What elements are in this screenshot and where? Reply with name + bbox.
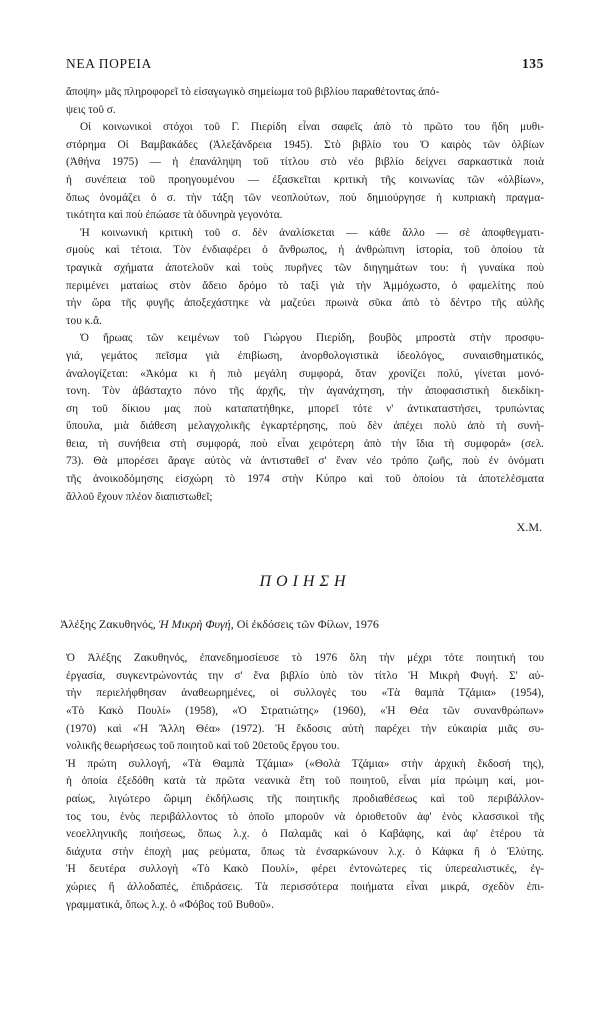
journal-title: ΝΕΑ ΠΟΡΕΙΑ xyxy=(66,56,152,71)
book-title: Ἡ Μικρὴ Φυγή xyxy=(158,617,231,632)
text-line: θεια, τὴ συνήθεια στὴ συμφορά, ποὺ εἶναι χειρότερη ἀπὸ τὴν ἴδια τὴ συμφορά» (σελ. xyxy=(66,437,544,450)
text-line: γραμματικά, ὅπως λ.χ. ὁ «Φόβος τοῦ Βυθοῦ». xyxy=(66,898,274,911)
text-line: ση τοῦ δίκιου μας ποὺ καταπατήθηκε, μπορεῖ τότε ν' ἀντικαταστήσει, τρυπώντας xyxy=(66,402,544,415)
text-line: ψεις τοῦ σ. xyxy=(66,103,116,116)
text-line: νολικῆς θεωρήσεως τοῦ ποιητοῦ καὶ τοῦ 20ετοῦς ἔργου του. xyxy=(66,740,340,753)
text-line: ὅπως ὀνομάζει ὁ σ. τὴν τάξη τῶν νεοπλούτων, ποὺ δημιούργησε ἡ κυπριακὴ πραγμα- xyxy=(66,191,544,204)
text-line: Ἡ δευτέρα συλλογὴ «Τὸ Κακὸ Πουλί», φέρει ἐντονώτερες τὶς ὑπερεαλιστικές, ἐγ- xyxy=(66,863,544,876)
reviewer-signature: Χ.Μ. xyxy=(516,520,542,535)
text-line: τῆς ἀνοικοδόμησης εἰσχώρη τὸ 1974 στὴν Κύπρο καὶ τοῦ ὁποίου τὰ ἀποτελέσματα xyxy=(66,473,544,486)
text-line: τος του, ἑνὸς περιβάλλοντος τὸ ὁποῖο μποροῦν νὰ ὁριοθετοῦν ἀφ' ἑνὸς κλασσικοὶ τῆς xyxy=(66,810,544,823)
text-line: του κ.ἄ. xyxy=(66,314,102,327)
text-line: «Τὸ Κακὸ Πουλί» (1958), «Ὁ Στρατιώτης» (1960), «Ἡ Θέα τῶν συνανθρώπων» xyxy=(66,705,544,718)
document-page xyxy=(60,56,544,914)
text-line: ἄποψη» μᾶς πληροφορεῖ τὸ εἰσαγωγικὸ σημείωμα τοῦ βιβλίου παραθέτοντας ἀπό- xyxy=(66,86,440,98)
text-line: διάχυτα στὴν ἐποχὴ μας ρεύματα, ὅπως τὰ ἐνσαρκώνουν λ.χ. ὁ Κάφκα ἢ ὁ Ἐλύτης. xyxy=(66,845,544,858)
section-heading: ΠΟΙΗΣΗ xyxy=(259,573,351,591)
text-line: ἡ συνέπεια τοῦ προηγουμένου — ἐξασκεῖται κριτικὴ τῆς κοινωνίας τῶν «ὀλβίων», xyxy=(66,173,544,186)
running-head xyxy=(66,56,544,84)
review-text-pieridis xyxy=(66,84,544,506)
book-author: Ἀλέξης Ζακυθηνός, xyxy=(60,617,159,632)
page-number: 135 xyxy=(521,56,544,71)
review-text-zakythinos xyxy=(66,650,544,914)
text-line: ἀναλογίζεται: «Ἀκόμα κι ἡ πιὸ μεγάλη συμφορά, ὅταν χρονίζει πολύ, γίνεται μονό- xyxy=(66,367,544,380)
text-line: 73). Θὰ μπορέσει ἄραγε αὐτὸς νὰ ἀντισταθεῖ σ' ἕναν νέο τρόπο ζωῆς, ποὺ ἐν ὀνόματι xyxy=(66,455,544,468)
text-line: ὕπουλα, μιὰ διάθεση μελαγχολικῆς ἐγκαρτέρησης, ποὺ δὲν ἀπέχει πολὺ ἀπὸ τὴ συνή- xyxy=(66,420,544,433)
text-line: νεοελληνικῆς ποιήσεως, ὅπως λ.χ. ὁ Παλαμᾶς καὶ ὁ Καβάφης, καὶ ἀφ' ἑτέρου τὰ xyxy=(66,828,544,841)
text-line: τὴν ὥρα τῆς φυγῆς ἀποξεχάστηκε νὰ μαζεύει πρωινὰ σῦκα ἀπὸ τὸ δέντρο τῆς αὐλῆς xyxy=(66,297,544,310)
text-line: σμοὺς καὶ τέτοια. Τὸν ἐνδιαφέρει ὁ ἄνθρωπος, ἡ ἀνθρώπινη ἱστορία, τοῦ ὁποίου τὰ xyxy=(66,244,544,257)
text-line: ἐργασία, συγκεντρώνοντάς την σ' ἕνα βιβλίο ὑπὸ τὸν τίτλο Ἡ Μικρὴ Φυγή. Σ' αὐ- xyxy=(66,669,544,682)
text-line: τραγικὰ σχήματα ἀποτελοῦν καὶ τοὺς πυρῆνες τῶν διηγημάτων του: ἡ γυναίκα ποὺ xyxy=(66,261,544,274)
text-line: ἄλλοῦ ἔχουν πλέον διαπιστωθεῖ; xyxy=(66,490,213,503)
text-line: Ὁ Ἀλέξης Ζακυθηνός, ἐπανεδημοσίευσε τὸ 1976 ὅλη τὴν μέχρι τότε ποιητική του xyxy=(66,652,544,665)
book-entry xyxy=(60,617,544,632)
text-line: Ἡ πρώτη συλλογή, «Τὰ Θαμπὰ Τζάμια» («Θολὰ Τζάμια» στὴν ἀρχικὴ ἔκδοσή της), xyxy=(66,757,544,770)
text-line: ἡ ὁποία ἐξεδόθη κατὰ τὰ πρῶτα νεανικὰ ἔτη τοῦ ποιητοῦ, εἶναι μία πρώιμη καί, μοι- xyxy=(66,775,544,788)
text-line: τονη. Τὸν ἀβάσταχτο πόνο τῆς ἀρχῆς, τὴν ἀγανάχτηση, τὴν ἀποφασιστικὴ διεκδίκη- xyxy=(66,385,544,398)
text-line: χώριες ἢ ἀλλοδαπές, ἐπιδράσεις. Τὰ περισσότερα ποιήματα εἶναι μικρά, σχεδὸν ἐπι- xyxy=(66,880,544,893)
text-line: Ἡ κοινωνικὴ κριτικὴ τοῦ σ. δὲν ἀναλίσκεται — κάθε ἄλλο — σὲ ἀποφθεγματι- xyxy=(80,226,544,239)
text-line: Οἱ κοινωνικοὶ στόχοι τοῦ Γ. Πιερίδη εἶναι σαφεῖς ἀπὸ τὸ πρῶτο του ἤδη μυθι- xyxy=(80,121,544,134)
book-publisher: , Οἱ ἐκδόσεις τῶν Φίλων, 1976 xyxy=(230,617,379,632)
text-line: (1970) καὶ «Ἡ Ἄλλη Θέα» (1972). Ἡ ἔκδοσις αὐτὴ παρέχει τὴν εὐκαιρία μιᾶς συ- xyxy=(66,722,544,735)
text-line: (Ἀθήνα 1975) — ἡ ἐπανάληψη τοῦ τίτλου στὸ νέο βιβλίο δείχνει σαρκαστικὰ ποιὰ xyxy=(66,156,544,169)
text-line: τικότητα καὶ ποὺ ἐπώασε τὰ ὀδυνηρὰ γεγονότα. xyxy=(66,209,283,222)
text-line: ραίως, λιγώτερο ὥριμη ἐκδήλωσις τῆς ποιητικῆς προδιαθέσεως καὶ τοῦ περιβάλλον- xyxy=(66,793,544,805)
text-line: τὴν περιελήφθησαν ἀναθεωρημένες, οἱ συλλογὲς του «Τὰ θαμπὰ Τζάμια» (1954), xyxy=(66,687,544,700)
text-line: γιά, γεμάτος πεῖσμα γιὰ ἐπιβίωση, ἀνορθολογιστικὰ ἰδεολόγος, συναισθηματικός, xyxy=(66,349,544,362)
text-line: περιμένει ματαίως στὸν ἄδειο δρόμο τὸ ταξὶ γιὰ τὴν Ἀμμόχωστο, ὁ φαμελίτης ποὺ xyxy=(66,279,544,292)
text-line: Ὁ ἥρωας τῶν κειμένων τοῦ Γιώργου Πιερίδη, βουβὸς μπροστὰ στὴν προσφυ- xyxy=(80,332,544,345)
text-line: στόρημα Οἱ Βαμβακάδες (Ἀλεξάνδρεια 1945). Στὸ βιβλίο του Ὁ καιρὸς τῶν ὀλβίων xyxy=(66,138,544,151)
